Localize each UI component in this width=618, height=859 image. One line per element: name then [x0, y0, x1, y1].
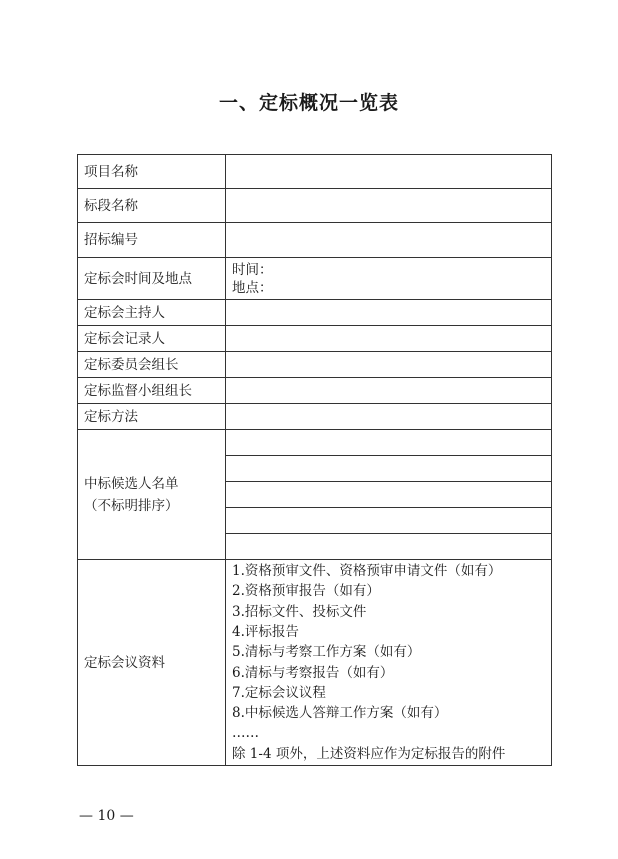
list-item: 5.清标与考察工作方案（如有） [232, 644, 421, 661]
materials-list [226, 560, 552, 766]
row-value [226, 155, 552, 189]
table-row [78, 352, 552, 378]
table-row [78, 378, 552, 404]
row-label: 定标会记录人 [78, 326, 226, 352]
table-row [78, 189, 552, 223]
candidates-label [78, 430, 226, 560]
materials-label: 定标会议资料 [78, 560, 226, 766]
table-row [78, 258, 552, 300]
page-number: — 10 — [79, 808, 134, 824]
row-value [226, 326, 552, 352]
row-value [226, 352, 552, 378]
list-item: 8.中标候选人答辩工作方案（如有） [232, 705, 448, 722]
candidates-label-line: 中标候选人名单 [84, 475, 179, 492]
row-label: 定标会时间及地点 [78, 258, 226, 300]
time-field: 时间： [232, 261, 273, 278]
overview-table [77, 154, 552, 766]
table-row [78, 560, 552, 766]
list-item: 2.资格预审报告（如有） [232, 583, 380, 600]
candidate-slot [226, 508, 552, 534]
row-label: 标段名称 [78, 189, 226, 223]
time-place-value [226, 258, 552, 300]
list-item: 3.招标文件、投标文件 [232, 603, 367, 620]
list-item: …… [232, 725, 259, 742]
table-row [78, 300, 552, 326]
candidate-slot [226, 534, 552, 560]
list-item: 1.资格预审文件、资格预审申请文件（如有） [232, 563, 502, 580]
place-field: 地点： [232, 279, 273, 296]
page-title: 一、定标概况一览表 [218, 92, 399, 114]
candidates-label-note: （不标明排序） [84, 497, 179, 514]
list-item: 7.定标会议议程 [232, 684, 326, 701]
candidate-slot [226, 482, 552, 508]
row-label: 定标方法 [78, 404, 226, 430]
table-row [78, 404, 552, 430]
table-row [78, 430, 552, 456]
row-label: 项目名称 [78, 155, 226, 189]
row-label: 招标编号 [78, 223, 226, 258]
list-item: 4.评标报告 [232, 623, 299, 640]
row-value [226, 378, 552, 404]
table-row [78, 326, 552, 352]
row-label: 定标委员会组长 [78, 352, 226, 378]
row-value [226, 223, 552, 258]
row-value [226, 189, 552, 223]
row-label: 定标监督小组组长 [78, 378, 226, 404]
row-value [226, 300, 552, 326]
list-item: 除 1-4 项外，上述资料应作为定标报告的附件 [232, 745, 506, 762]
table-row [78, 155, 552, 189]
row-value [226, 404, 552, 430]
candidate-slot [226, 430, 552, 456]
row-label: 定标会主持人 [78, 300, 226, 326]
table-row [78, 223, 552, 258]
list-item: 6.清标与考察报告（如有） [232, 664, 394, 681]
candidate-slot [226, 456, 552, 482]
